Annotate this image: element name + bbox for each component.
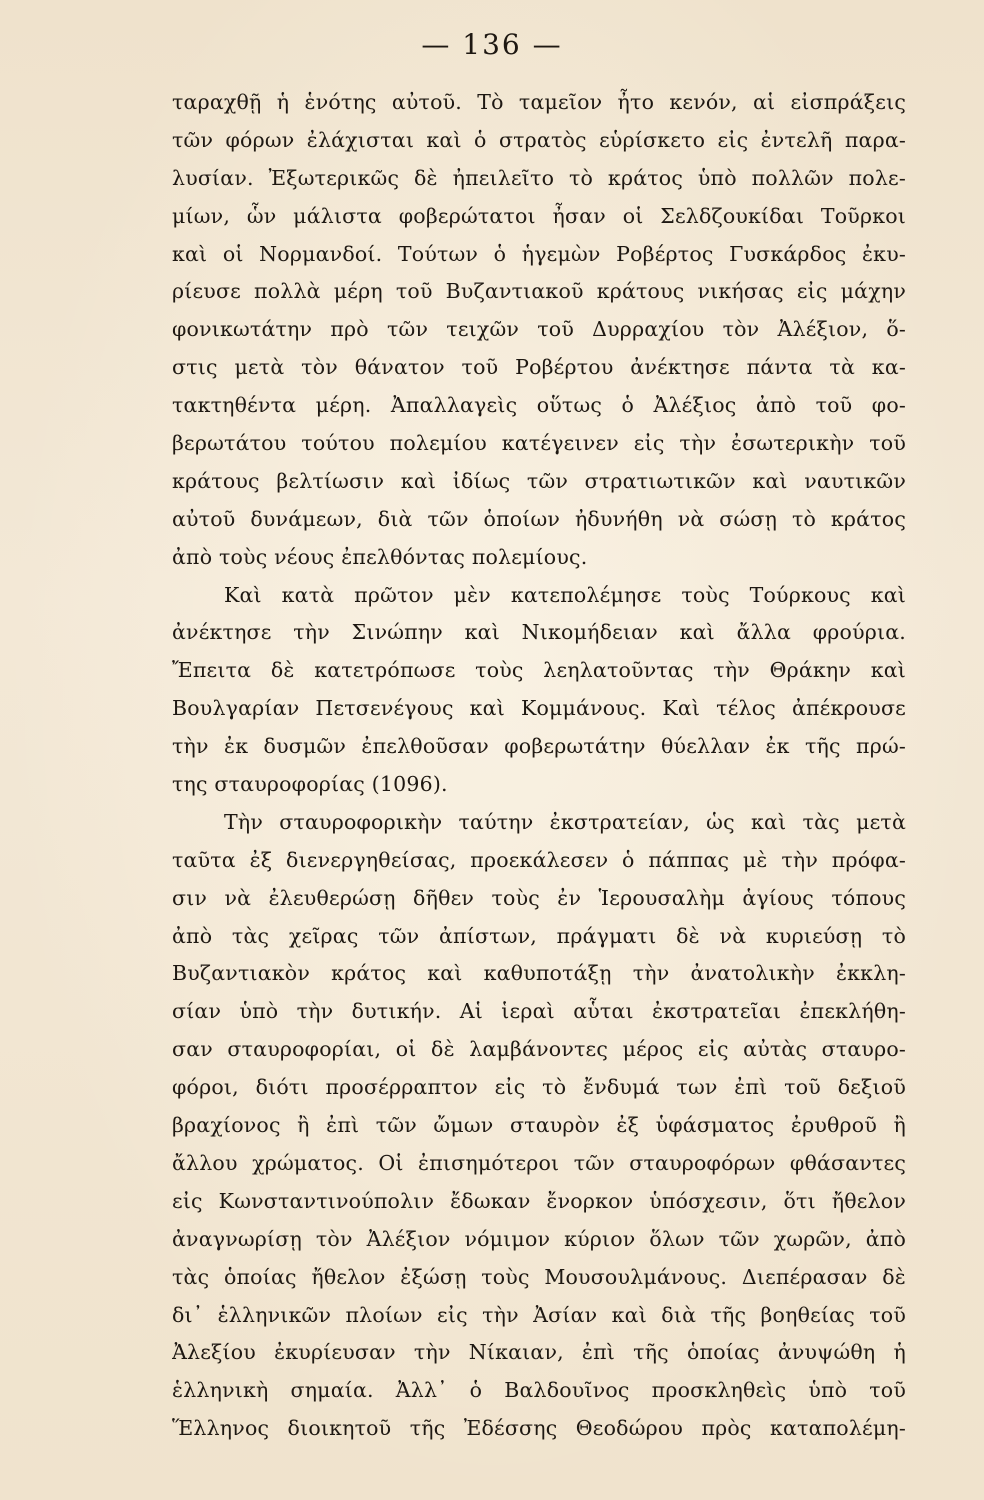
text-line: ἀπὸ τὰς χεῖρας τῶν ἀπίστων, πράγματι δὲ νὰ κυριεύσῃ τὸ: [172, 923, 906, 948]
text-line: σαν σταυροφορίαι, οἱ δὲ λαμβάνοντες μέρος εἰς αὐτὰς σταυρο-: [172, 1037, 906, 1062]
paragraph-2: [172, 577, 906, 804]
paragraph-1: [172, 84, 906, 577]
text-line: Ἔπειτα δὲ κατετρόπωσε τοὺς λεηλατοῦντας τὴν Θράκην καὶ: [172, 658, 906, 683]
text-line: ταῦτα ἐξ διενεργηθείσας, προεκάλεσεν ὁ πάππας μὲ τὴν πρόφα-: [172, 847, 906, 872]
text-line: αὐτοῦ δυνάμεων, διὰ τῶν ὁποίων ἠδυνήθη νὰ σώσῃ τὸ κράτος: [172, 506, 906, 531]
text-line: βερωτάτου τούτου πολεμίου κατέγεινεν εἰς τὴν ἐσωτερικὴν τοῦ: [172, 431, 906, 456]
text-line: τακτηθέντα μέρη. Ἀπαλλαγεὶς οὕτως ὁ Ἀλέξιος ἀπὸ τοῦ φο-: [172, 393, 906, 418]
text-line: εἰς Κωνσταντινούπολιν ἔδωκαν ἔνορκον ὑπόσχεσιν, ὅτι ἤθελον: [172, 1188, 906, 1213]
text-line: ταραχθῇ ἡ ἑνότης αὐτοῦ. Τὸ ταμεῖον ἦτο κενόν, αἱ εἰσπράξεις: [172, 90, 906, 114]
text-line: σίαν ὑπὸ τὴν δυτικήν. Αἱ ἱεραὶ αὗται ἐκστρατεῖαι ἐπεκλήθη-: [172, 999, 906, 1024]
text-line: Καὶ κατὰ πρῶτον μὲν κατεπολέμησε τοὺς Τούρκους καὶ: [224, 582, 906, 607]
text-line: ἀπὸ τοὺς νέους ἐπελθόντας πολεμίους.: [172, 544, 588, 569]
text-line: Ἀλεξίου ἐκυρίευσαν τὴν Νίκαιαν, ἐπὶ τῆς ὁποίας ἀνυψώθη ἡ: [172, 1340, 906, 1365]
text-line: τὴν ἐκ δυσμῶν ἐπελθοῦσαν φοβερωτάτην θύελλαν ἐκ τῆς πρώ-: [172, 734, 906, 759]
page-number: — 136 —: [421, 28, 563, 61]
text-line: βραχίονος ἢ ἐπὶ τῶν ὤμων σταυρὸν ἐξ ὑφάσματος ἐρυθροῦ ἢ: [172, 1113, 906, 1138]
text-line: δι᾽ ἑλληνικῶν πλοίων εἰς τὴν Ἀσίαν καὶ διὰ τῆς βοηθείας τοῦ: [172, 1302, 906, 1327]
text-line: τὰς ὁποίας ἤθελον ἐξώσῃ τοὺς Μουσουλμάνους. Διεπέρασαν δὲ: [172, 1264, 906, 1289]
text-line: φόροι, διότι προσέρραπτον εἰς τὸ ἔνδυμά των ἐπὶ τοῦ δεξιοῦ: [172, 1075, 906, 1100]
text-line: Βουλγαρίαν Πετσενέγους καὶ Κομμάνους. Καὶ τέλος ἀπέκρουσε: [172, 696, 906, 721]
text-line: ἀνέκτησε τὴν Σινώπην καὶ Νικομήδειαν καὶ ἄλλα φρούρια.: [172, 620, 906, 645]
text-line: Τὴν σταυροφορικὴν ταύτην ἐκστρατείαν, ὡς καὶ τὰς μετὰ: [224, 809, 906, 834]
body-text: [172, 84, 906, 1448]
paragraph-3: [172, 804, 906, 1448]
text-line: ἀναγνωρίσῃ τὸν Ἀλέξιον νόμιμον κύριον ὅλων τῶν χωρῶν, ἀπὸ: [172, 1226, 906, 1251]
text-line: ρίευσε πολλὰ μέρη τοῦ Βυζαντιακοῦ κράτους νικήσας εἰς μάχην: [172, 279, 906, 304]
text-line: καὶ οἱ Νορμανδοί. Τούτων ὁ ἡγεμὼν Ροβέρτος Γυσκάρδος ἐκυ-: [172, 241, 906, 266]
text-line: φονικωτάτην πρὸ τῶν τειχῶν τοῦ Δυρραχίου τὸν Ἀλέξιον, ὅ-: [172, 317, 906, 342]
text-line: τῶν φόρων ἐλάχισται καὶ ὁ στρατὸς εὑρίσκετο εἰς ἐντελῆ παρα-: [172, 127, 906, 152]
text-line: σιν νὰ ἐλευθερώσῃ δῆθεν τοὺς ἐν Ἱερουσαλὴμ ἁγίους τόπους: [172, 885, 906, 910]
text-line: στις μετὰ τὸν θάνατον τοῦ Ροβέρτου ἀνέκτησε πάντα τὰ κα-: [172, 355, 906, 380]
text-line: Βυζαντιακὸν κράτος καὶ καθυποτάξῃ τὴν ἀνατολικὴν ἐκκλη-: [172, 961, 906, 986]
text-line: της σταυροφορίας (1096).: [172, 772, 448, 797]
text-line: ἑλληνικὴ σημαία. Ἀλλ᾽ ὁ Βαλδουῖνος προσκληθεὶς ὑπὸ τοῦ: [172, 1378, 906, 1403]
text-line: Ἕλληνος διοικητοῦ τῆς Ἐδέσσης Θεοδώρου πρὸς καταπολέμη-: [172, 1416, 906, 1441]
text-line: λυσίαν. Ἐξωτερικῶς δὲ ἠπειλεῖτο τὸ κράτος ὑπὸ πολλῶν πολε-: [172, 165, 906, 190]
text-line: μίων, ὧν μάλιστα φοβερώτατοι ἦσαν οἱ Σελδζουκίδαι Τοῦρκοι: [172, 203, 906, 228]
text-line: ἄλλου χρώματος. Οἱ ἐπισημότεροι τῶν σταυροφόρων φθάσαντες: [172, 1150, 906, 1175]
text-line: κράτους βελτίωσιν καὶ ἰδίως τῶν στρατιωτικῶν καὶ ναυτικῶν: [172, 468, 906, 493]
